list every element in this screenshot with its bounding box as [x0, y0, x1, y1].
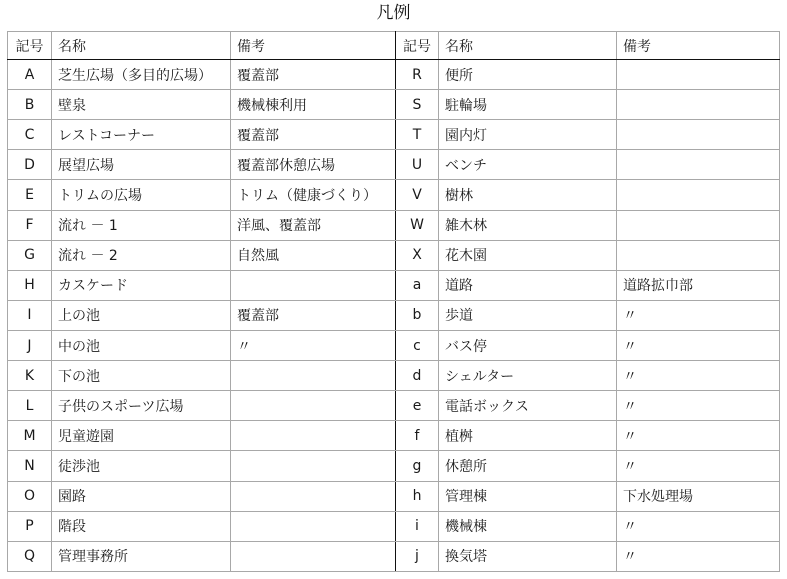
header-row — [8, 32, 780, 60]
table-row — [8, 300, 780, 330]
legend-code-cell: Q — [8, 541, 52, 571]
legend-note-cell — [231, 361, 396, 391]
table-row — [8, 451, 780, 481]
legend-note-cell — [617, 90, 780, 120]
legend-name-cell: 休憩所 — [439, 451, 617, 481]
legend-name-cell: 便所 — [439, 60, 617, 90]
legend-note-cell — [231, 541, 396, 571]
header-name-right: 名称 — [439, 32, 617, 60]
legend-code-cell: d — [396, 361, 439, 391]
legend-name-cell: 歩道 — [439, 300, 617, 330]
legend-code-cell: I — [8, 300, 52, 330]
legend-title: 凡例 — [376, 3, 411, 23]
legend-code-cell: J — [8, 330, 52, 360]
legend-note-cell — [617, 240, 780, 270]
table-row — [8, 180, 780, 210]
legend-name-cell: 換気塔 — [439, 541, 617, 571]
header-code-left: 記号 — [8, 32, 52, 60]
legend-note-cell — [231, 481, 396, 511]
legend-name-cell: 樹林 — [439, 180, 617, 210]
legend-note-cell: 覆蓋部 — [231, 60, 396, 90]
legend-code-cell: W — [396, 210, 439, 240]
legend-name-cell: 下の池 — [52, 361, 231, 391]
table-row — [8, 90, 780, 120]
table-row — [8, 330, 780, 360]
legend-code-cell: O — [8, 481, 52, 511]
legend-table — [7, 31, 780, 572]
legend-note-cell: 〃 — [617, 361, 780, 391]
legend-name-cell: 流れ － 1 — [52, 210, 231, 240]
legend-code-cell: M — [8, 421, 52, 451]
legend-note-cell: 覆蓋部休憩広場 — [231, 150, 396, 180]
table-row — [8, 361, 780, 391]
legend-note-cell — [617, 60, 780, 90]
header-note-left: 備考 — [231, 32, 396, 60]
legend-note-cell: 自然風 — [231, 240, 396, 270]
legend-name-cell: 管理棟 — [439, 481, 617, 511]
legend-body — [8, 60, 780, 572]
table-row — [8, 120, 780, 150]
legend-code-cell: f — [396, 421, 439, 451]
legend-note-cell: 〃 — [617, 541, 780, 571]
legend-code-cell: c — [396, 330, 439, 360]
legend-note-cell: 〃 — [617, 391, 780, 421]
legend-code-cell: X — [396, 240, 439, 270]
legend-name-cell: 機械棟 — [439, 511, 617, 541]
legend-code-cell: N — [8, 451, 52, 481]
legend-code-cell: e — [396, 391, 439, 421]
legend-note-cell: 〃 — [617, 451, 780, 481]
header-name-left: 名称 — [52, 32, 231, 60]
legend-note-cell: 〃 — [617, 300, 780, 330]
legend-note-cell: 道路拡巾部 — [617, 270, 780, 300]
legend-note-cell: 機械棟利用 — [231, 90, 396, 120]
legend-name-cell: トリムの広場 — [52, 180, 231, 210]
legend-name-cell: 管理事務所 — [52, 541, 231, 571]
legend-name-cell: カスケード — [52, 270, 231, 300]
legend-code-cell: G — [8, 240, 52, 270]
legend-name-cell: 植桝 — [439, 421, 617, 451]
legend-note-cell: 〃 — [231, 330, 396, 360]
legend-name-cell: 展望広場 — [52, 150, 231, 180]
header-note-right: 備考 — [617, 32, 780, 60]
legend-note-cell — [617, 150, 780, 180]
legend-code-cell: j — [396, 541, 439, 571]
table-row — [8, 60, 780, 90]
table-row — [8, 210, 780, 240]
legend-code-cell: E — [8, 180, 52, 210]
legend-note-cell: 〃 — [617, 511, 780, 541]
legend-note-cell — [231, 511, 396, 541]
legend-name-cell: バス停 — [439, 330, 617, 360]
legend-name-cell: 徒渉池 — [52, 451, 231, 481]
legend-note-cell — [231, 391, 396, 421]
legend-note-cell: 洋風、覆蓋部 — [231, 210, 396, 240]
table-row — [8, 150, 780, 180]
legend-name-cell: ベンチ — [439, 150, 617, 180]
legend-code-cell: K — [8, 361, 52, 391]
legend-code-cell: C — [8, 120, 52, 150]
legend-code-cell: L — [8, 391, 52, 421]
table-row — [8, 421, 780, 451]
legend-name-cell: 園内灯 — [439, 120, 617, 150]
legend-code-cell: h — [396, 481, 439, 511]
legend-name-cell: 駐輪場 — [439, 90, 617, 120]
legend-code-cell: T — [396, 120, 439, 150]
table-row — [8, 270, 780, 300]
legend-name-cell: 雑木林 — [439, 210, 617, 240]
legend-code-cell: A — [8, 60, 52, 90]
legend-note-cell — [231, 451, 396, 481]
legend-code-cell: F — [8, 210, 52, 240]
table-row — [8, 391, 780, 421]
legend-code-cell: V — [396, 180, 439, 210]
legend-code-cell: D — [8, 150, 52, 180]
legend-name-cell: 花木園 — [439, 240, 617, 270]
legend-name-cell: 電話ボックス — [439, 391, 617, 421]
legend-name-cell: 中の池 — [52, 330, 231, 360]
legend-name-cell: シェルター — [439, 361, 617, 391]
legend-code-cell: B — [8, 90, 52, 120]
legend-note-cell: 覆蓋部 — [231, 300, 396, 330]
legend-note-cell: 覆蓋部 — [231, 120, 396, 150]
legend-code-cell: b — [396, 300, 439, 330]
legend-name-cell: 流れ － 2 — [52, 240, 231, 270]
legend-name-cell: 子供のスポーツ広場 — [52, 391, 231, 421]
legend-note-cell — [231, 421, 396, 451]
legend-code-cell: a — [396, 270, 439, 300]
legend-note-cell — [617, 180, 780, 210]
legend-note-cell — [231, 270, 396, 300]
legend-name-cell: 階段 — [52, 511, 231, 541]
table-row — [8, 541, 780, 571]
legend-note-cell — [617, 120, 780, 150]
legend-name-cell: 道路 — [439, 270, 617, 300]
legend-name-cell: 壁泉 — [52, 90, 231, 120]
legend-note-cell: トリム（健康づくり） — [231, 180, 396, 210]
legend-code-cell: U — [396, 150, 439, 180]
header-code-right: 記号 — [396, 32, 439, 60]
legend-name-cell: レストコーナー — [52, 120, 231, 150]
table-row — [8, 511, 780, 541]
legend-code-cell: P — [8, 511, 52, 541]
legend-code-cell: H — [8, 270, 52, 300]
legend-note-cell: 下水処理場 — [617, 481, 780, 511]
table-row — [8, 240, 780, 270]
legend-name-cell: 上の池 — [52, 300, 231, 330]
legend-code-cell: S — [396, 90, 439, 120]
legend-code-cell: i — [396, 511, 439, 541]
legend-code-cell: g — [396, 451, 439, 481]
legend-note-cell — [617, 210, 780, 240]
legend-name-cell: 児童遊園 — [52, 421, 231, 451]
legend-note-cell: 〃 — [617, 421, 780, 451]
legend-note-cell: 〃 — [617, 330, 780, 360]
legend-name-cell: 園路 — [52, 481, 231, 511]
legend-name-cell: 芝生広場（多目的広場） — [52, 60, 231, 90]
legend-code-cell: R — [396, 60, 439, 90]
table-row — [8, 481, 780, 511]
